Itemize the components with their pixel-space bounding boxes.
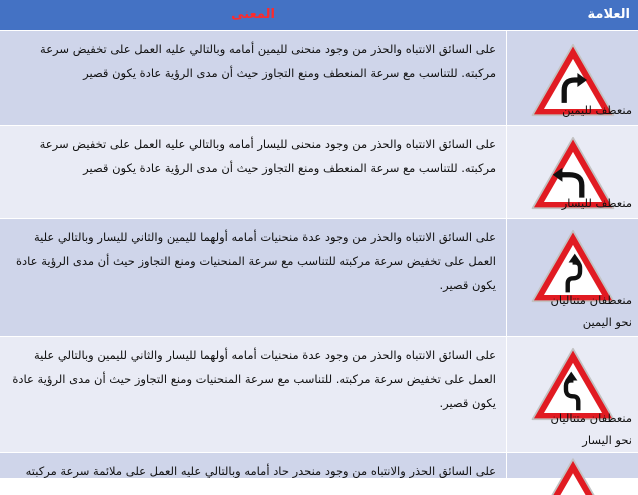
sign-cell: [506, 219, 638, 336]
sign-label: منعطف لليمين: [562, 103, 632, 117]
sign-cell: [506, 453, 638, 478]
table-header: [0, 0, 638, 30]
meaning-text: على السائق الانتباه والحذر من وجود منحنى لليمين أمامه وبالتالي عليه العمل على تخفيض سرعة مركبته. للتناسب مع سرعة المنعطف ومنع التجاوز حيث أن مدى الرؤية عادة يكون قصير: [0, 31, 506, 125]
sign-label: منعطفان متتاليان نحو اليسار: [550, 411, 632, 447]
sign-cell: [506, 31, 638, 125]
meaning-text: على السائق الحذر والانتباه من وجود منحدر حاد أمامه وبالتالي عليه العمل على ملائمة سرعة مركبته: [0, 453, 506, 478]
meaning-text: على السائق الانتباه والحذر من وجود عدة منحنيات أمامه أولهما لليمين والثاني لليسار وبالتالي علية العمل على تخفيض سرعة مركبته للتناسب مع سرعة المنحنيات ومنع التجاوز حيث أن مدى الرؤية عادة يكون قصير.: [0, 219, 506, 336]
table-row: [0, 218, 638, 336]
table-row: [0, 125, 638, 218]
header-sign-column: العلامة: [587, 7, 630, 22]
meaning-text: على السائق الانتباه والحذر من وجود منحنى لليسار أمامه وبالتالي عليه العمل على تخفيض سرعة مركبته. للتناسب مع سرعة المنعطف ومنع التجاوز حيث أن مدى الرؤية عادة يكون قصير: [0, 126, 506, 218]
sign-cell: [506, 337, 638, 452]
sign-cell: [506, 126, 638, 218]
table-row: [0, 30, 638, 125]
table-row: [0, 336, 638, 452]
header-meaning-column: المعنى: [231, 7, 275, 22]
warning-triangle-sign-icon: [529, 455, 617, 495]
table-row: [0, 452, 638, 478]
sign-label: منعطف لليسار: [561, 196, 632, 210]
meaning-text: على السائق الانتباه والحذر من وجود عدة منحنيات أمامه أولهما لليسار والثاني لليمين وبالتالي علية العمل على تخفيض سرعة مركبته. للتناسب مع سرعة المنحنيات ومنع التجاوز حيث أن مدى الرؤية عادة يكون قصير.: [0, 337, 506, 452]
sign-label: منعطفان متتاليان نحو اليمين: [550, 293, 632, 329]
